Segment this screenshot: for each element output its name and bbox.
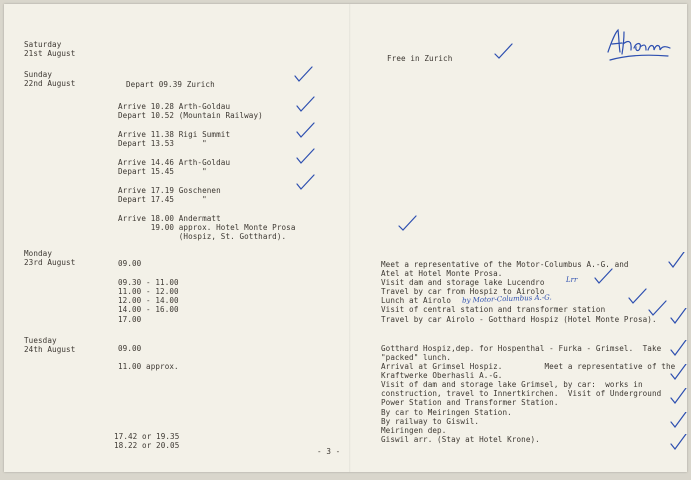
saturday-day: Saturday xyxy=(24,40,62,49)
monday-activity: Visit dam and storage lake Lucendro xyxy=(381,278,545,287)
monday-date: 23rd August xyxy=(24,258,76,267)
monday-time: 14.00 - 16.00 xyxy=(118,305,179,314)
saturday-note: Free in Zurich xyxy=(387,54,453,63)
document-page xyxy=(4,4,687,472)
checkmark-icon xyxy=(666,252,687,270)
checkmark-icon xyxy=(492,42,514,60)
checkmark-icon xyxy=(668,308,687,326)
tuesday-time: 18.22 or 20.05 xyxy=(114,441,180,450)
tuesday-activity: Giswil arr. (Stay at Hotel Krone). xyxy=(381,435,540,444)
monday-activity: Visit of central station and transformer station xyxy=(381,305,606,314)
saturday-date: 21st August xyxy=(24,49,76,58)
tuesday-activity: Meiringen dep. xyxy=(381,426,447,435)
sunday-line: 19.00 approx. Hotel Monte Prosa xyxy=(118,223,296,232)
handwritten-note-lucendro: Lrr xyxy=(566,276,578,284)
sunday-day: Sunday xyxy=(24,70,53,79)
checkmark-icon xyxy=(668,364,687,382)
sunday-line: Arrive 14.46 Arth-Goldau xyxy=(118,158,231,167)
tuesday-activity: By railway to Giswil. xyxy=(381,417,480,426)
monday-time: 09.30 - 11.00 xyxy=(118,278,179,287)
sunday-line: (Hospiz, St. Gotthard). xyxy=(118,232,287,241)
tuesday-day: Tuesday xyxy=(24,336,57,345)
checkmark-icon xyxy=(292,66,314,84)
tuesday-activity: Power Station and Transformer Station. xyxy=(381,398,559,407)
tuesday-date: 24th August xyxy=(24,345,76,354)
tuesday-activity: Gotthard Hospiz,dep. for Hospenthal - Furka - Grimsel. Take xyxy=(381,344,662,353)
monday-activity: Travel by car Airolo - Gotthard Hospiz (Hotel Monte Prosa). xyxy=(381,315,657,324)
sunday-line: Depart 10.52 (Mountain Railway) xyxy=(118,111,263,120)
tuesday-activity: "packed" lunch. xyxy=(381,353,452,362)
handwritten-note-airolo: by Motor-Columbus A.-G. xyxy=(461,293,552,305)
checkmark-icon xyxy=(668,388,687,406)
tuesday-time: 09.00 xyxy=(118,344,142,353)
sunday-line: Depart 17.45 " xyxy=(118,195,207,204)
checkmark-icon xyxy=(668,340,687,358)
tuesday-time: 17.42 or 19.35 xyxy=(114,432,180,441)
monday-time: 12.00 - 14.00 xyxy=(118,296,179,305)
sunday-line: Arrive 18.00 Andermatt xyxy=(118,214,221,223)
checkmark-icon xyxy=(396,214,418,232)
sunday-line: Arrive 10.28 Arth-Goldau xyxy=(118,102,231,111)
sunday-line: Arrive 17.19 Goschenen xyxy=(118,186,221,195)
monday-time: 11.00 - 12.00 xyxy=(118,287,179,296)
tuesday-activity: Visit of dam and storage lake Grimsel, by car: works in xyxy=(381,380,643,389)
tuesday-time: 11.00 approx. xyxy=(118,362,179,371)
sunday-line: Arrive 11.38 Rigi Summit xyxy=(118,130,231,139)
monday-activity: Meet a representative of the Motor-Columbus A.-G. and xyxy=(381,260,629,269)
checkmark-icon xyxy=(668,412,687,430)
tuesday-activity: Kraftwerke Oberhasli A.-G. xyxy=(381,371,503,380)
checkmark-icon xyxy=(668,434,687,452)
monday-time: 09.00 xyxy=(118,259,142,268)
page-number: - 3 - xyxy=(317,447,341,456)
checkmark-icon xyxy=(294,122,316,140)
monday-activity: Lunch at Airolo xyxy=(381,296,452,305)
sunday-line: Depart 09.39 Zurich xyxy=(126,80,215,89)
checkmark-icon xyxy=(294,148,316,166)
sunday-date: 22nd August xyxy=(24,79,76,88)
checkmark-icon xyxy=(294,174,316,192)
sunday-line: Depart 13.53 " xyxy=(118,139,207,148)
paper-fold xyxy=(349,4,351,472)
tuesday-activity: construction, travel to Innertkirchen. Visit of Underground xyxy=(381,389,662,398)
monday-time: 17.00 xyxy=(118,315,142,324)
checkmark-icon xyxy=(294,96,316,114)
handwritten-signature xyxy=(604,26,676,66)
checkmark-icon xyxy=(626,288,648,306)
monday-activity: Travel by car from Hospiz to Airolo xyxy=(381,287,545,296)
tuesday-activity: Arrival at Grimsel Hospiz. Meet a representative of the xyxy=(381,362,676,371)
monday-day: Monday xyxy=(24,249,53,258)
sunday-line: Depart 15.45 " xyxy=(118,167,207,176)
monday-activity: Atel at Hotel Monte Prosa. xyxy=(381,269,503,278)
tuesday-activity: By car to Meiringen Station. xyxy=(381,408,512,417)
checkmark-icon xyxy=(592,268,614,286)
checkmark-icon xyxy=(646,300,668,318)
